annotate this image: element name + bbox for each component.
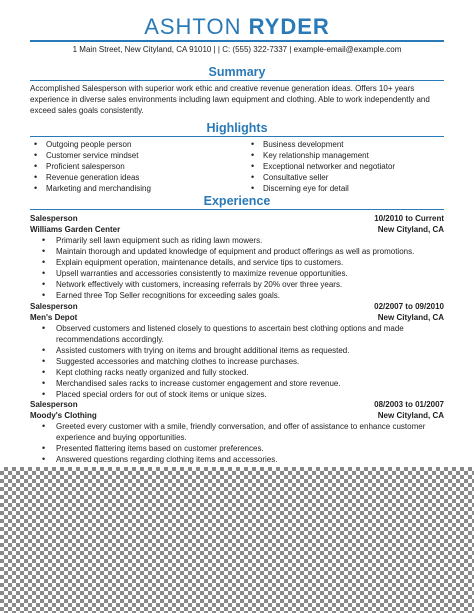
last-name: RYDER	[248, 14, 330, 39]
job-location: New Cityland, CA	[377, 313, 444, 322]
list-item: • Discerning eye for detail	[247, 183, 447, 194]
experience-heading: Experience	[203, 194, 271, 208]
list-item: • Exceptional networker and negotiator	[247, 161, 447, 172]
experience-divider	[30, 209, 444, 210]
highlights-right-list	[247, 139, 447, 194]
list-item: • Suggested accessories and matching clothes to increase purchases.	[30, 356, 444, 367]
highlights-left-list	[30, 139, 240, 194]
job-header	[30, 213, 444, 235]
list-item: • Maintain thorough and updated knowledge of equipment and product offerings as well as promotions.	[30, 246, 444, 257]
list-item: • Placed special orders for out of stock items or unique sizes.	[30, 389, 444, 400]
list-item: • Observed customers and listened closely to questions to ascertain best clothing options and made recommendations accordingly.	[30, 323, 444, 345]
job-bullets	[30, 323, 444, 400]
highlights-divider	[30, 136, 444, 137]
list-item: • Merchandised sales racks to increase customer engagement and store revenue.	[30, 378, 444, 389]
list-item: • Assisted customers with trying on items and brought additional items as requested.	[30, 345, 444, 356]
job-dates: 02/2007 to 09/2010	[374, 302, 444, 311]
job-header	[30, 399, 444, 421]
highlights-heading: Highlights	[206, 121, 268, 135]
list-item: • Proficient salesperson	[30, 161, 240, 172]
preview-blur-overlay	[0, 467, 474, 613]
name-divider	[30, 40, 444, 42]
job-company: Men's Depot	[30, 313, 78, 322]
job-title: Salesperson	[30, 302, 78, 311]
job-header	[30, 301, 444, 323]
list-item: • Outgoing people person	[30, 139, 240, 150]
list-item: • Consultative seller	[247, 172, 447, 183]
job-company: Williams Garden Center	[30, 225, 121, 234]
list-item: • Earned three Top Seller recognitions for exceeding sales goals.	[30, 290, 444, 301]
summary-heading: Summary	[208, 65, 266, 79]
job-dates: 10/2010 to Current	[374, 214, 444, 223]
list-item: • Presented flattering items based on customer preferences.	[30, 443, 444, 454]
list-item: • Network effectively with customers, increasing referrals by 20% over three years.	[30, 279, 444, 290]
list-item: • Explain equipment operation, maintenance details, and service tips to customers.	[30, 257, 444, 268]
job-dates: 08/2003 to 01/2007	[374, 400, 444, 409]
job-bullets	[30, 235, 444, 301]
list-item: • Marketing and merchandising	[30, 183, 240, 194]
list-item: • Kept clothing racks neatly organized and fully stocked.	[30, 367, 444, 378]
job-title: Salesperson	[30, 214, 78, 223]
job-company: Moody's Clothing	[30, 411, 97, 420]
list-item: • Business development	[247, 139, 447, 150]
list-item: • Customer service mindset	[30, 150, 240, 161]
first-name: ASHTON	[144, 14, 242, 39]
summary-text: Accomplished Salesperson with superior work ethic and creative revenue generation ideas. Offers 10+ years experience in diverse sales environments including lawn equipment and clothing. Able to work independently and exceed sales goals consistently.	[30, 84, 430, 115]
list-item: • Primarily sell lawn equipment such as riding lawn mowers.	[30, 235, 444, 246]
job-location: New Cityland, CA	[377, 411, 444, 420]
job-location: New Cityland, CA	[377, 225, 444, 234]
list-item: • Revenue generation ideas	[30, 172, 240, 183]
job-title: Salesperson	[30, 400, 78, 409]
list-item: • Key relationship management	[247, 150, 447, 161]
list-item: • Greeted every customer with a smile, friendly conversation, and offer of assistance to enhance customer experience and buying opportunities.	[30, 421, 444, 443]
resume-name	[0, 14, 474, 40]
contact-info: 1 Main Street, New Cityland, CA 91010 | | C: (555) 322-7337 | example-email@example.com	[72, 45, 402, 54]
list-item: • Answered questions regarding clothing items and accessories.	[30, 454, 444, 465]
list-item: • Upsell warranties and accessories consistently to maximize revenue opportunities.	[30, 268, 444, 279]
summary-divider	[30, 80, 444, 81]
